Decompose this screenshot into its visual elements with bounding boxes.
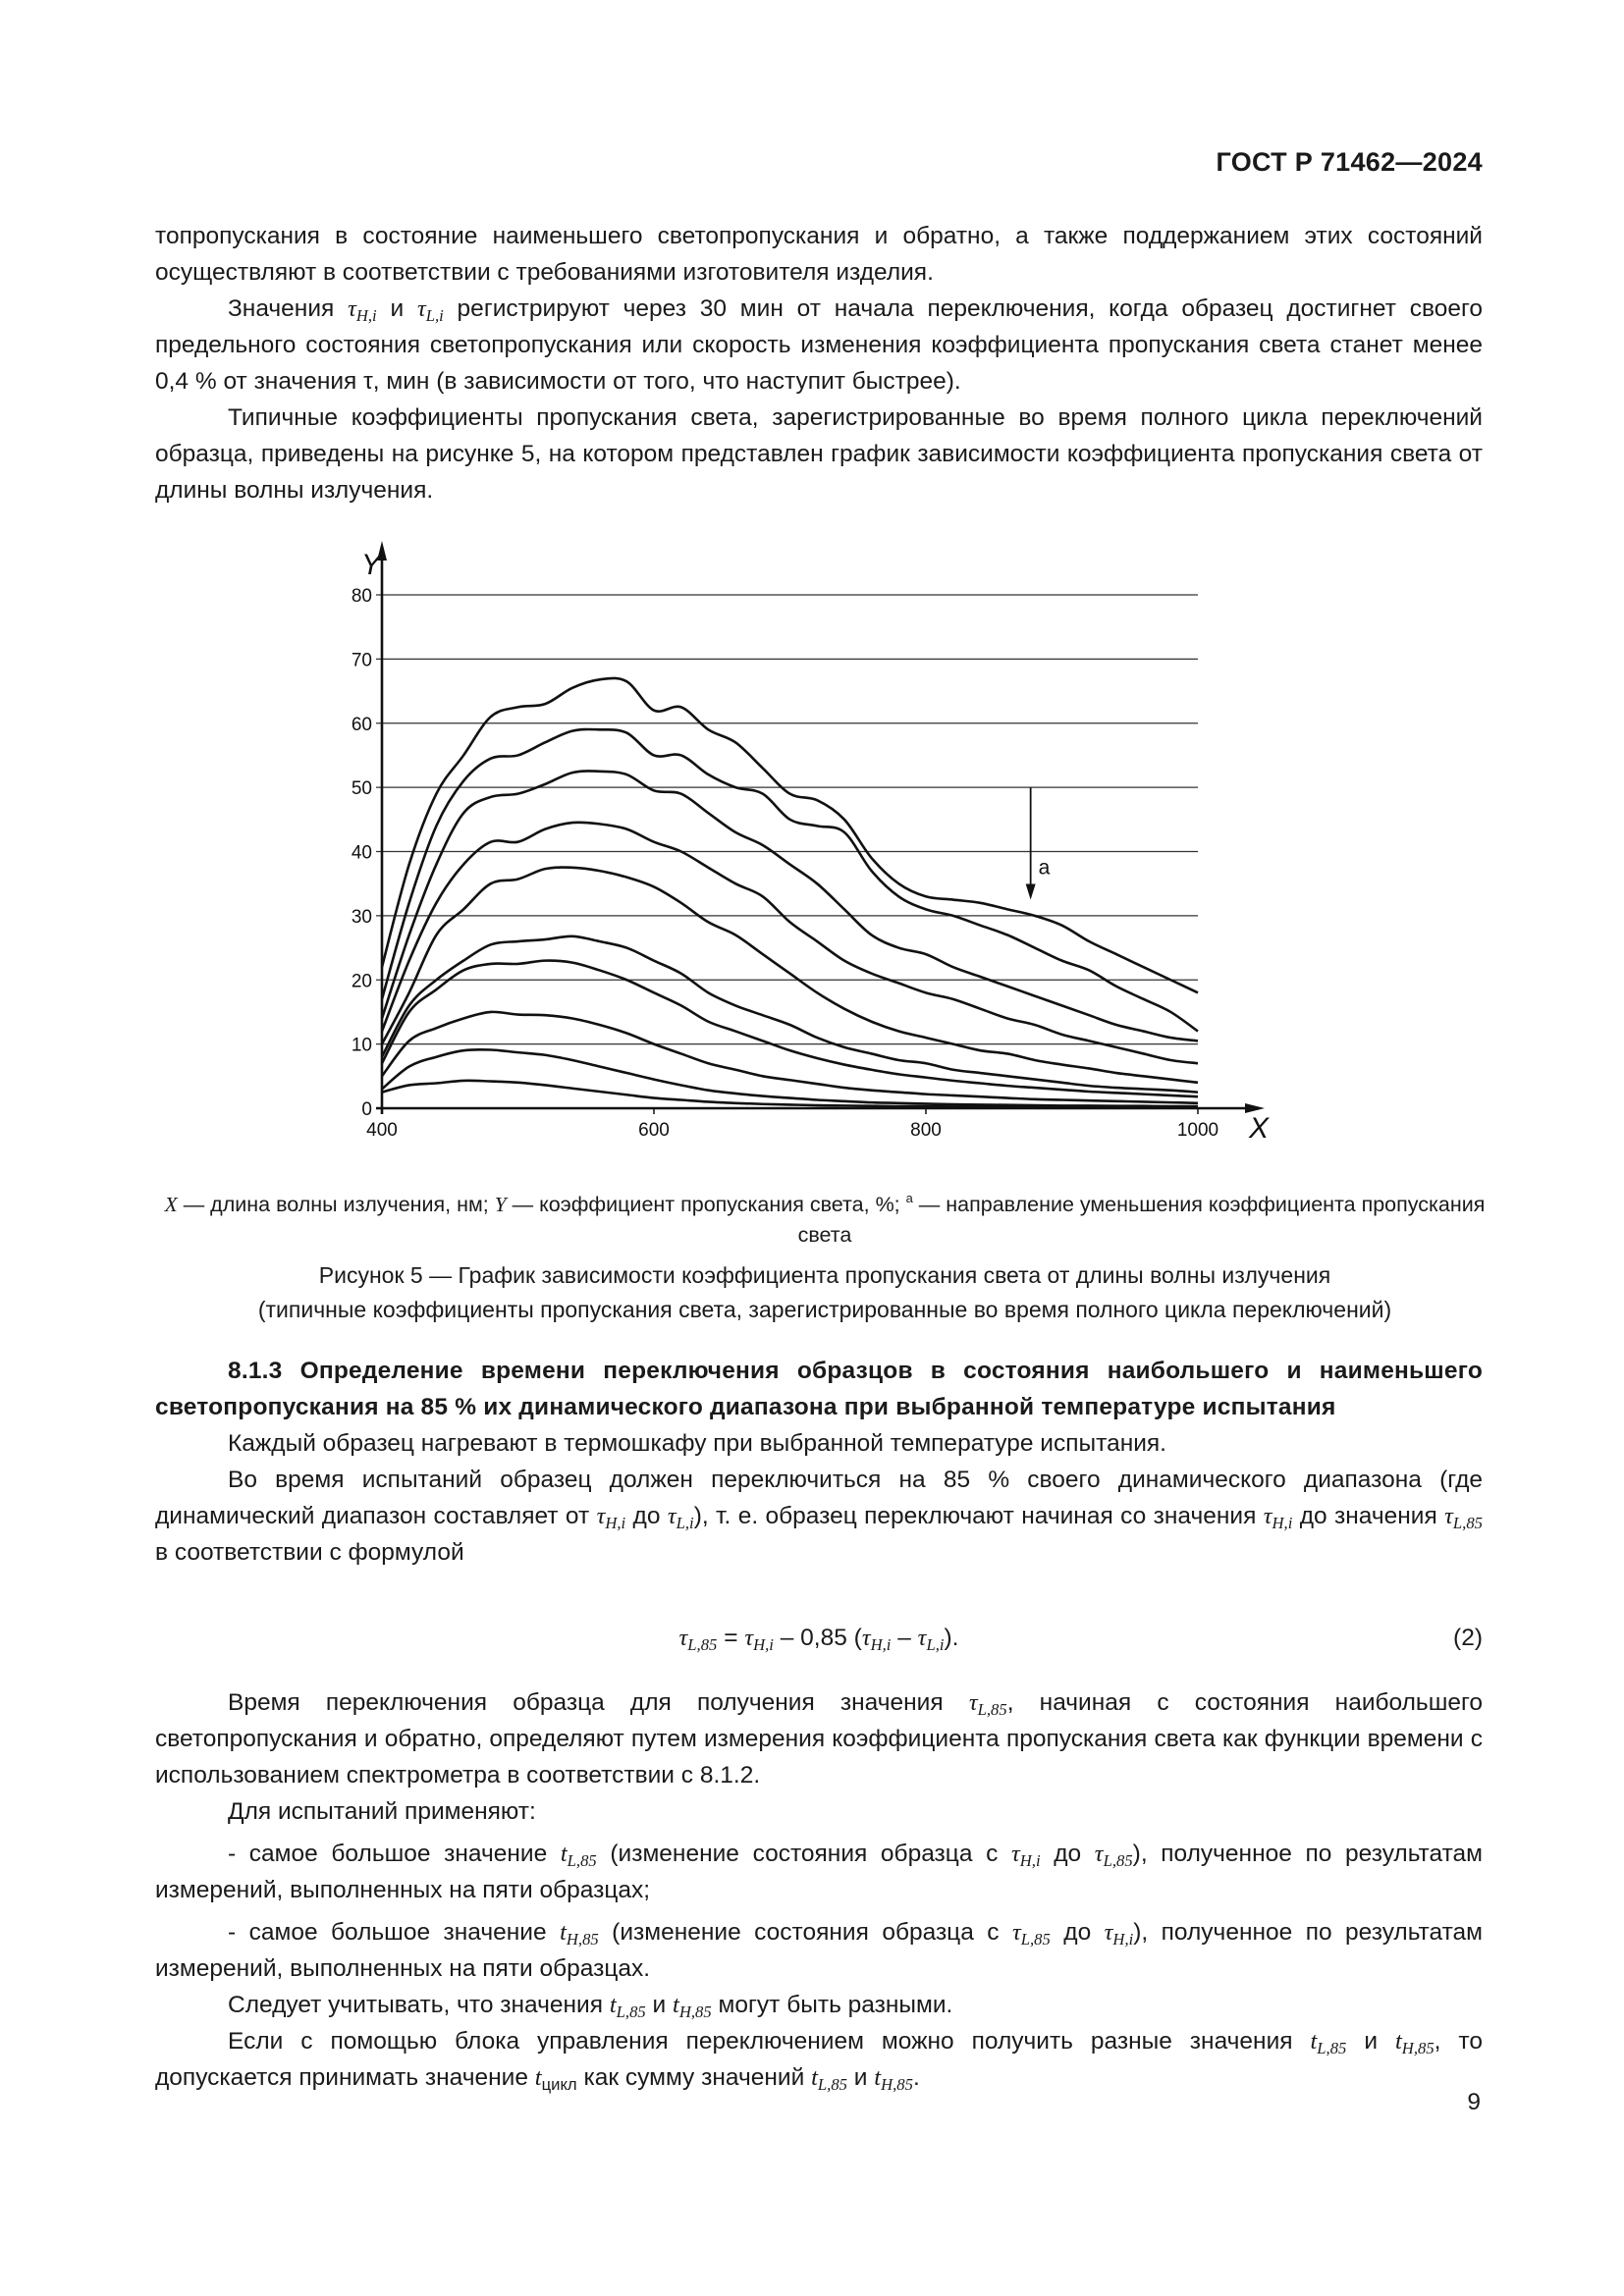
subscript: H,i bbox=[1019, 1851, 1041, 1870]
subscript: H,i bbox=[355, 306, 377, 325]
text: до bbox=[625, 1503, 668, 1529]
x-tick-label: 800 bbox=[910, 1120, 942, 1141]
x-tick-label: 600 bbox=[638, 1120, 670, 1141]
text: Время переключения образца для получения значения bbox=[228, 1689, 969, 1716]
section-paragraph-1: Каждый образец нагревают в термошкафу при выбранной температуре испытания. bbox=[228, 1430, 1166, 1457]
tau-symbol: τ bbox=[678, 1625, 688, 1651]
text: ), полученное по результатам измерений, выполненных на пяти образцах; bbox=[155, 1841, 1483, 1903]
legend-y: Y bbox=[494, 1193, 507, 1216]
tau-symbol: τ bbox=[917, 1625, 927, 1651]
t-symbol: t bbox=[1394, 2028, 1402, 2055]
y-tick-label: 20 bbox=[351, 971, 372, 992]
y-tick-label: 30 bbox=[351, 906, 372, 928]
tau-symbol: τ bbox=[968, 1689, 978, 1716]
intro-text bbox=[155, 218, 1483, 508]
text: – bbox=[891, 1625, 918, 1651]
tau-symbol: τ bbox=[1104, 1919, 1113, 1946]
legend-y-text: — коэффициент пропускания света, %; bbox=[506, 1193, 906, 1216]
subscript: L,i bbox=[926, 1635, 945, 1654]
section-paragraph-2 bbox=[155, 1462, 1483, 1571]
intro-paragraph-2 bbox=[155, 291, 1483, 400]
tau-symbol: τ bbox=[1010, 1841, 1020, 1867]
subscript: L,85 bbox=[977, 1700, 1007, 1719]
text: Если с помощью блока управления переключением можно получить разные значения bbox=[228, 2028, 1311, 2055]
text: , начиная с состояния наибольшего светопропускания и обратно, определяют путем измерения коэффициента пропускания света как функции времени с использованием спектрометра в соответствии с 8.1.2. bbox=[155, 1689, 1483, 1789]
section-paragraph-6 bbox=[155, 2023, 1483, 2096]
tau-symbol: τ bbox=[744, 1625, 754, 1651]
subscript: H,85 bbox=[678, 2002, 712, 2021]
text: . bbox=[912, 2064, 920, 2091]
formula-number: (2) bbox=[1453, 1625, 1483, 1651]
subscript: L,85 bbox=[687, 1635, 718, 1654]
subscript: H,i bbox=[870, 1635, 892, 1654]
subscript: H,85 bbox=[1401, 2039, 1435, 2057]
t-symbol: t bbox=[673, 1992, 679, 2018]
gridlines bbox=[376, 595, 1198, 1044]
transmittance-curve bbox=[382, 961, 1198, 1097]
formula-2 bbox=[155, 1625, 1483, 1664]
subscript: H,85 bbox=[566, 1930, 599, 1949]
y-tick-label: 50 bbox=[351, 778, 372, 800]
subscript: L,85 bbox=[1452, 1514, 1483, 1532]
text: - самое большое значение bbox=[228, 1841, 561, 1867]
page-number: 9 bbox=[1467, 2089, 1481, 2115]
text: Значения bbox=[228, 295, 349, 322]
tau-symbol: τ bbox=[1263, 1503, 1272, 1529]
arrow-down-icon bbox=[1026, 884, 1036, 900]
y-tick-label: 40 bbox=[351, 842, 372, 864]
text: как сумму значений bbox=[576, 2064, 812, 2091]
section-paragraph-3 bbox=[155, 1684, 1483, 1793]
tau-symbol: τ bbox=[416, 295, 426, 322]
y-tick-label: 60 bbox=[351, 714, 372, 735]
subscript: H,85 bbox=[881, 2075, 913, 2094]
tau-symbol: τ bbox=[348, 295, 356, 322]
annotation-arrow bbox=[1026, 787, 1051, 899]
subscript: L,85 bbox=[1020, 1930, 1051, 1949]
curves bbox=[382, 678, 1198, 1107]
section-paragraph-5 bbox=[155, 1987, 1483, 2023]
t-symbol: t bbox=[534, 2064, 542, 2091]
text: - самое большое значение bbox=[228, 1919, 561, 1946]
subscript: H,i bbox=[605, 1514, 626, 1532]
subscript: L,85 bbox=[1103, 1851, 1133, 1870]
arrow-label-a: a bbox=[1038, 856, 1051, 880]
text: , то допускается принимать значение bbox=[155, 2028, 1483, 2091]
x-axis-label: X bbox=[1249, 1112, 1270, 1145]
text: (изменение состояния образца с bbox=[598, 1919, 1012, 1946]
subscript: L,i bbox=[425, 306, 444, 325]
figure-legend bbox=[157, 1190, 1492, 1251]
section-paragraph-4: Для испытаний применяют: bbox=[228, 1798, 536, 1825]
text: до bbox=[1050, 1919, 1105, 1946]
section-8-1-3-continued bbox=[155, 1684, 1483, 2096]
figure-caption bbox=[157, 1258, 1492, 1327]
text: регистрируют через 30 мин от начала переключения, когда образец достигнет своего предельного состояния светопропускания или скорость изменения коэффициента пропускания света станет менее 0,4 % от значения τ, мин (в зависимости от того, что наступит быстрее). bbox=[155, 295, 1483, 395]
subscript: H,i bbox=[1112, 1930, 1134, 1949]
y-axis-label: Y bbox=[361, 549, 382, 581]
transmittance-chart-svg bbox=[324, 535, 1306, 1163]
text: и bbox=[645, 1992, 674, 2018]
y-tick-label: 80 bbox=[351, 586, 372, 607]
subscript: цикл bbox=[541, 2075, 577, 2094]
transmittance-curve bbox=[382, 771, 1198, 1041]
intro-paragraph-1: топропускания в состояние наименьшего светопропускания и обратно, а также поддержанием этих состояний осуществляют в соответствии с требованиями изготовителя изделия. bbox=[155, 223, 1483, 286]
tau-symbol: τ bbox=[1011, 1919, 1021, 1946]
text: Во время испытаний образец должен переключиться на 85 % своего динамического диапазона (где динамический диапазон составляет от bbox=[155, 1467, 1483, 1529]
t-symbol: t bbox=[874, 2064, 882, 2091]
subscript: H,i bbox=[1272, 1514, 1293, 1532]
subscript: H,i bbox=[753, 1635, 774, 1654]
tau-symbol: τ bbox=[861, 1625, 871, 1651]
document-id-header: ГОСТ Р 71462—2024 bbox=[1216, 147, 1483, 177]
text: могут быть разными. bbox=[711, 1992, 953, 2018]
legend-a-text: — направление уменьшения коэффициента пропускания света bbox=[797, 1193, 1486, 1247]
y-tick-label: 0 bbox=[361, 1099, 372, 1120]
text: до значения bbox=[1292, 1503, 1445, 1529]
text: ), т. е. образец переключают начиная со значения bbox=[693, 1503, 1264, 1529]
tau-symbol: τ bbox=[596, 1503, 606, 1529]
text: (изменение состояния образца с bbox=[596, 1841, 1011, 1867]
y-tick-label: 70 bbox=[351, 650, 372, 671]
text: и bbox=[1346, 2028, 1395, 2055]
tau-symbol: τ bbox=[1444, 1503, 1453, 1529]
figure-caption-line-1: Рисунок 5 — График зависимости коэффициента пропускания света от длины волны излучения bbox=[318, 1262, 1331, 1288]
subscript: L,85 bbox=[616, 2002, 646, 2021]
t-symbol: t bbox=[811, 2064, 818, 2091]
figure-caption-line-2: (типичные коэффициенты пропускания света, зарегистрированные во время полного цикла переключений) bbox=[257, 1297, 1392, 1322]
subscript: L,85 bbox=[817, 2075, 847, 2094]
t-symbol: t bbox=[1310, 2028, 1318, 2055]
section-heading: 8.1.3 Определение времени переключения образцов в состояния наибольшего и наименьшего светопропускания на 85 % их динамического диапазона при выбранной температуре испытания bbox=[155, 1358, 1483, 1420]
text: в соответствии с формулой bbox=[155, 1539, 464, 1566]
text: – 0,85 ( bbox=[773, 1625, 862, 1651]
text: и bbox=[376, 295, 417, 322]
legend-a: a bbox=[905, 1191, 913, 1205]
section-8-1-3 bbox=[155, 1353, 1483, 1571]
text: ), полученное по результатам измерений, выполненных на пяти образцах. bbox=[155, 1919, 1483, 1982]
text: ). bbox=[944, 1625, 959, 1651]
text: и bbox=[846, 2064, 875, 2091]
legend-x: X bbox=[164, 1193, 178, 1216]
transmittance-curve bbox=[382, 1049, 1198, 1106]
text: Следует учитывать, что значения bbox=[228, 1992, 610, 2018]
subscript: L,i bbox=[676, 1514, 694, 1532]
text: = bbox=[717, 1625, 745, 1651]
transmittance-curve bbox=[382, 678, 1198, 992]
x-tick-label: 1000 bbox=[1176, 1120, 1219, 1141]
t-symbol: t bbox=[560, 1919, 567, 1946]
tau-symbol: τ bbox=[667, 1503, 677, 1529]
y-tick-label: 10 bbox=[351, 1035, 372, 1056]
legend-x-text: — длина волны излучения, нм; bbox=[177, 1193, 495, 1216]
transmittance-curve bbox=[382, 936, 1198, 1093]
tau-symbol: τ bbox=[1094, 1841, 1104, 1867]
t-symbol: t bbox=[560, 1841, 568, 1867]
x-tick-label: 400 bbox=[366, 1120, 398, 1141]
subscript: L,85 bbox=[567, 1851, 597, 1870]
text: до bbox=[1040, 1841, 1095, 1867]
t-symbol: t bbox=[609, 1992, 617, 2018]
figure-5-chart bbox=[324, 535, 1306, 1163]
intro-paragraph-3: Типичные коэффициенты пропускания света, зарегистрированные во время полного цикла переключений образца, приведены на рисунке 5, на котором представлен график зависимости коэффициента пропускания света от длины волны излучения. bbox=[155, 404, 1483, 504]
formula-expression bbox=[155, 1625, 1483, 1652]
subscript: L,85 bbox=[1317, 2039, 1347, 2057]
list-item-2 bbox=[155, 1914, 1483, 1987]
list-item-1 bbox=[155, 1836, 1483, 1908]
